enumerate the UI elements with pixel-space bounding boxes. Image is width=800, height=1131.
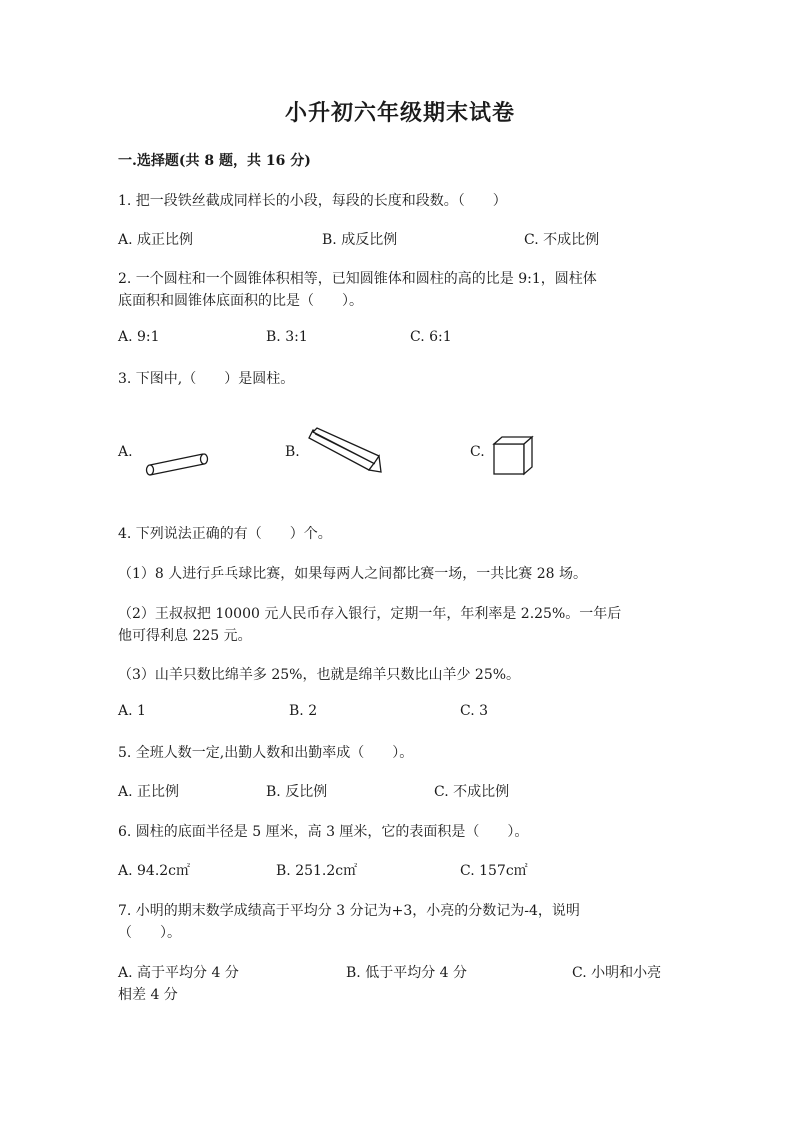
question-7-option-b: B. 低于平均分 4 分 [346, 965, 467, 981]
question-4-statement-2-line-2: 他可得利息 225 元。 [118, 628, 252, 644]
question-4-statement-1: （1）8 人进行乒乓球比赛，如果每两人之间都比赛一场，一共比赛 28 场。 [118, 566, 587, 582]
question-2-stem-line-2: 底面积和圆锥体底面积的比是（ ）。 [118, 293, 363, 309]
question-4-statement-2-line-1: （2）王叔叔把 10000 元人民币存入银行，定期一年，年利率是 2.25%。一年后 [118, 606, 622, 622]
question-7-option-c: C. 小明和小亮 [572, 965, 662, 981]
question-1-stem: 1. 把一段铁丝截成同样长的小段，每段的长度和段数。（ ） [118, 193, 507, 209]
question-5-stem: 5. 全班人数一定,出勤人数和出勤率成（ ）。 [118, 745, 414, 761]
question-6-option-c: C. 157c㎡ [460, 863, 528, 879]
question-4-stem: 4. 下列说法正确的有（ ）个。 [118, 526, 332, 542]
question-7-option-a: A. 高于平均分 4 分 [118, 965, 239, 981]
question-6-option-a: A. 94.2c㎡ [118, 863, 191, 879]
question-3-option-b: B. [285, 444, 300, 460]
question-4-option-b: B. 2 [289, 703, 318, 719]
question-2-option-c: C. 6:1 [410, 329, 452, 345]
question-7-stem-line-2: （ ）。 [118, 925, 181, 941]
question-4-statement-3: （3）山羊只数比绵羊多 25%，也就是绵羊只数比山羊少 25%。 [118, 667, 521, 683]
question-2-stem-line-1: 2. 一个圆柱和一个圆锥体积相等，已知圆锥体和圆柱的高的比是 9:1，圆柱体 [118, 271, 597, 287]
question-5-option-a: A. 正比例 [118, 784, 180, 800]
question-7-stem-line-1: 7. 小明的期末数学成绩高于平均分 3 分记为+3，小亮的分数记为-4，说明 [118, 903, 580, 919]
question-5-option-c: C. 不成比例 [434, 784, 510, 800]
question-1-option-c: C. 不成比例 [524, 232, 600, 248]
question-1-option-b: B. 成反比例 [322, 232, 398, 248]
question-4-option-c: C. 3 [460, 703, 489, 719]
question-7-option-c-line-2: 相差 4 分 [118, 987, 178, 1003]
question-2-option-b: B. 3:1 [266, 329, 308, 345]
page-title: 小升初六年级期末试卷 [284, 100, 515, 126]
triangular-prism-icon [305, 428, 385, 476]
cylinder-rod-icon [144, 450, 210, 478]
question-3-stem: 3. 下图中,（ ）是圆柱。 [118, 371, 295, 387]
section-heading: 一.选择题(共 8 题，共 16 分) [118, 153, 311, 169]
question-3-option-c: C. [470, 444, 485, 460]
question-2-option-a: A. 9:1 [118, 329, 160, 345]
question-3-option-a: A. [118, 444, 133, 460]
question-5-option-b: B. 反比例 [266, 784, 328, 800]
question-1-option-a: A. 成正比例 [118, 232, 194, 248]
question-6-stem: 6. 圆柱的底面半径是 5 厘米，高 3 厘米，它的表面积是（ ）。 [118, 824, 529, 840]
question-4-option-a: A. 1 [118, 703, 146, 719]
question-6-option-b: B. 251.2c㎡ [276, 863, 358, 879]
cube-icon [493, 436, 535, 476]
